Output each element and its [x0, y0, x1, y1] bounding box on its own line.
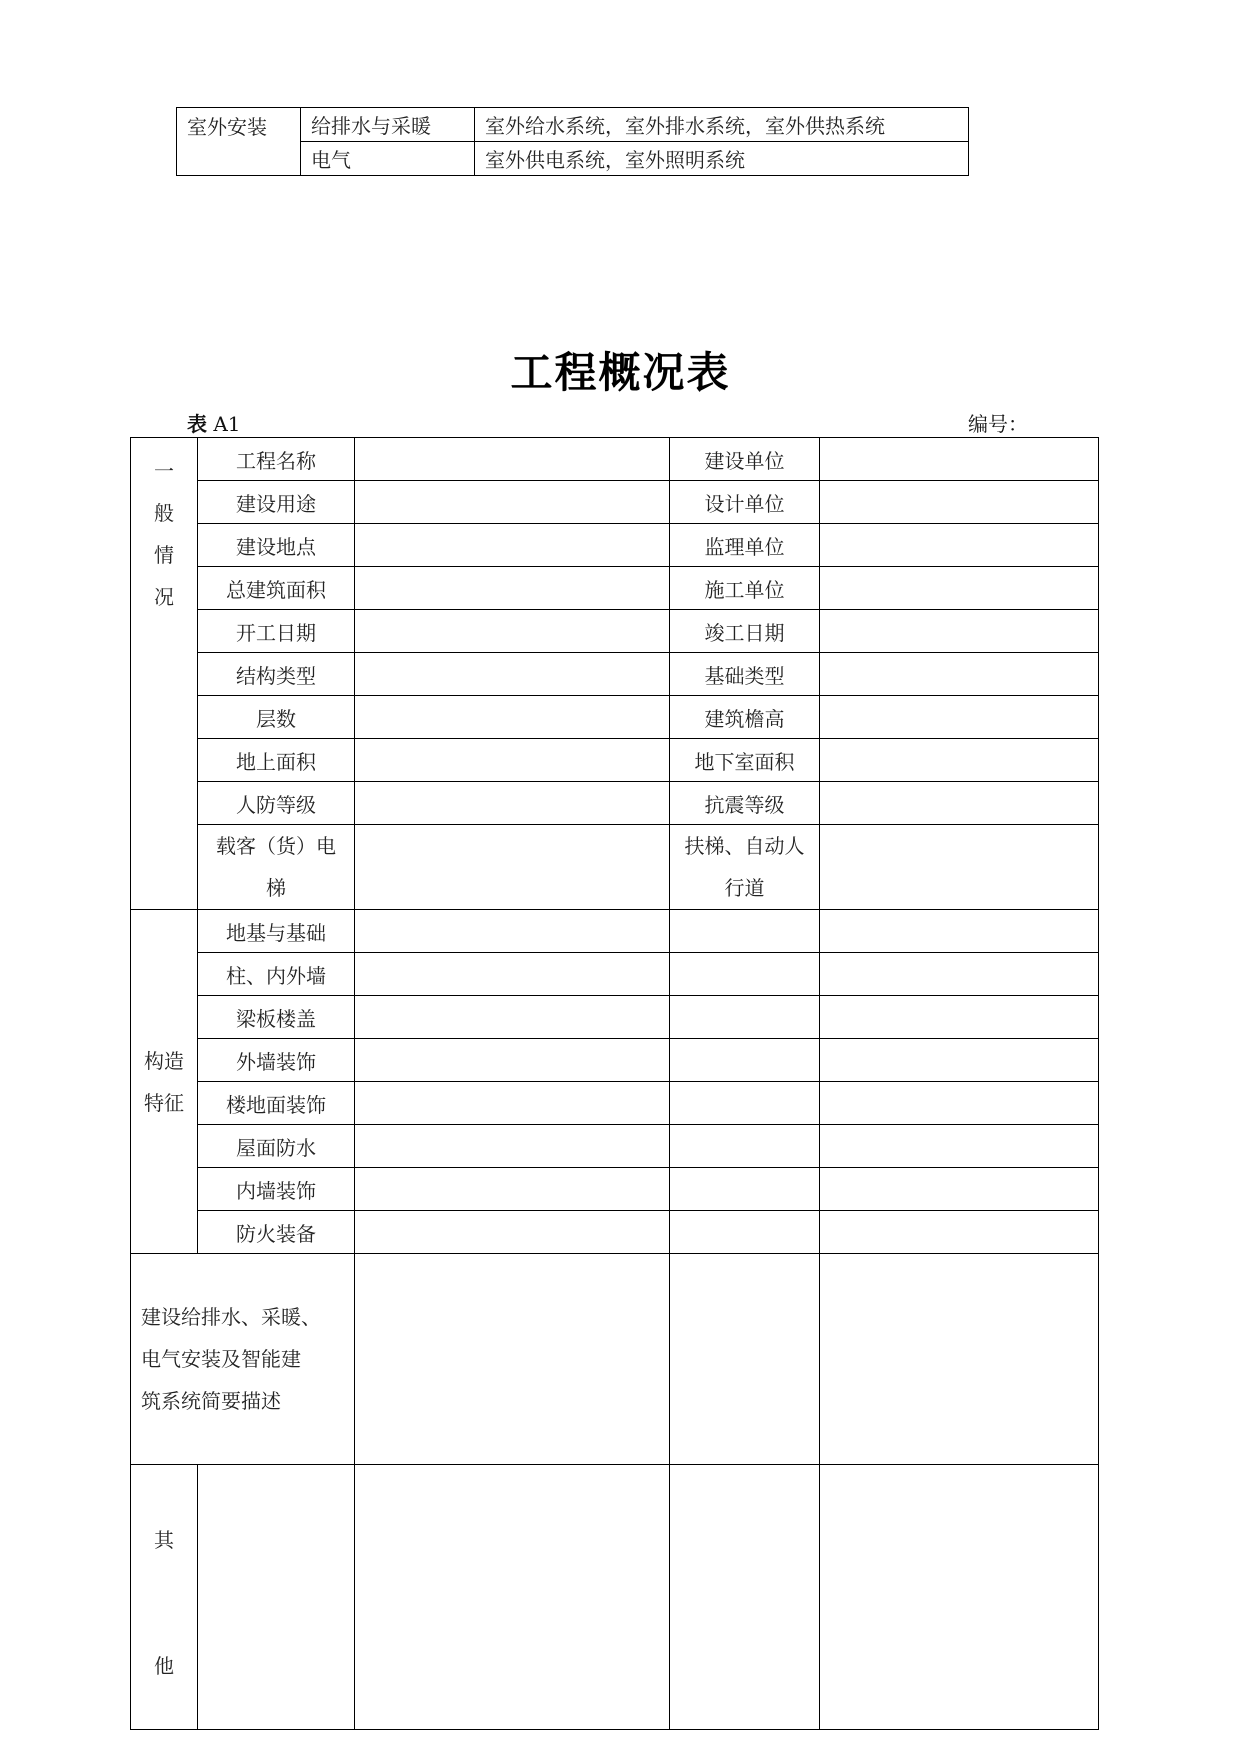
- field-value[interactable]: [820, 567, 1099, 610]
- label-line: 行道: [724, 876, 765, 900]
- field-label: 屋面防水: [198, 1125, 355, 1168]
- field-value[interactable]: [670, 1211, 820, 1254]
- table-row: [131, 1082, 1099, 1125]
- field-label: 工程名称: [198, 438, 355, 481]
- table-row: [131, 438, 1099, 481]
- field-label-escalator: [670, 825, 820, 910]
- field-value[interactable]: [355, 996, 670, 1039]
- field-label: 施工单位: [670, 567, 820, 610]
- category-cell: 室外安装: [177, 108, 301, 176]
- field-value[interactable]: [355, 953, 670, 996]
- field-value[interactable]: [670, 1125, 820, 1168]
- table-row: [131, 567, 1099, 610]
- field-label: 层数: [198, 696, 355, 739]
- field-value[interactable]: [355, 610, 670, 653]
- table-row: [131, 1039, 1099, 1082]
- table-row: [177, 108, 969, 142]
- system-description-label: [131, 1254, 355, 1465]
- field-value[interactable]: [820, 610, 1099, 653]
- content-cell: 室外给水系统，室外排水系统，室外供热系统: [475, 108, 969, 142]
- table-row: [131, 996, 1099, 1039]
- sub-cell: 给排水与采暖: [301, 108, 475, 142]
- table-row: [131, 782, 1099, 825]
- field-value[interactable]: [820, 1039, 1099, 1082]
- section-char: 一: [154, 459, 174, 483]
- field-label: 监理单位: [670, 524, 820, 567]
- label-line: 建设给排水、采暖、: [141, 1305, 321, 1329]
- field-label: 竣工日期: [670, 610, 820, 653]
- field-value[interactable]: [355, 653, 670, 696]
- field-value[interactable]: [355, 1168, 670, 1211]
- field-label: 柱、内外墙: [198, 953, 355, 996]
- table-label-prefix: 表: [187, 412, 207, 436]
- table-row: [131, 1254, 1099, 1465]
- field-value[interactable]: [670, 953, 820, 996]
- field-label-elevator: [198, 825, 355, 910]
- table-row: [131, 1211, 1099, 1254]
- section-line: 构造: [144, 1048, 184, 1073]
- table-label: [187, 408, 241, 437]
- field-value[interactable]: [355, 739, 670, 782]
- section-char: 其: [154, 1528, 174, 1552]
- table-row: [131, 524, 1099, 567]
- label-line: 扶梯、自动人: [684, 834, 805, 858]
- field-label: 地上面积: [198, 739, 355, 782]
- field-label: 梁板楼盖: [198, 996, 355, 1039]
- label-line: 电气安装及智能建: [141, 1347, 301, 1371]
- field-value[interactable]: [355, 438, 670, 481]
- field-value[interactable]: [820, 1168, 1099, 1211]
- field-value[interactable]: [355, 696, 670, 739]
- page-title: 工程概况表: [510, 348, 731, 397]
- field-value[interactable]: [355, 1039, 670, 1082]
- field-label: 建设单位: [670, 438, 820, 481]
- field-value[interactable]: [820, 910, 1099, 953]
- field-label: 建设用途: [198, 481, 355, 524]
- field-label: 人防等级: [198, 782, 355, 825]
- field-value[interactable]: [670, 1082, 820, 1125]
- field-label: 内墙装饰: [198, 1168, 355, 1211]
- table-row: [131, 1168, 1099, 1211]
- field-value[interactable]: [198, 1465, 355, 1730]
- section-char: 情: [154, 543, 174, 567]
- field-label: 总建筑面积: [198, 567, 355, 610]
- field-value[interactable]: [820, 524, 1099, 567]
- field-value[interactable]: [820, 953, 1099, 996]
- field-label: 外墙装饰: [198, 1039, 355, 1082]
- field-value[interactable]: [355, 1254, 670, 1465]
- table-row: [131, 739, 1099, 782]
- field-value[interactable]: [670, 996, 820, 1039]
- outdoor-install-table: [176, 107, 969, 176]
- project-overview-table: [130, 437, 1099, 1730]
- field-value[interactable]: [355, 524, 670, 567]
- field-value[interactable]: [820, 739, 1099, 782]
- field-label: 楼地面装饰: [198, 1082, 355, 1125]
- label-line: 载客（货）电: [216, 834, 336, 858]
- field-value[interactable]: [355, 1465, 670, 1730]
- section-char: 般: [154, 501, 174, 525]
- field-value[interactable]: [820, 481, 1099, 524]
- label-line: 梯: [266, 876, 286, 900]
- field-value[interactable]: [820, 1465, 1099, 1730]
- label-line: 筑系统简要描述: [141, 1389, 281, 1413]
- table-row: [131, 1125, 1099, 1168]
- field-value[interactable]: [820, 1211, 1099, 1254]
- serial-number-label: 编号：: [968, 412, 1028, 436]
- section-structure: [131, 910, 198, 1254]
- table-row: [131, 953, 1099, 996]
- table-label-code: A1: [213, 412, 241, 436]
- field-label: 基础类型: [670, 653, 820, 696]
- field-value[interactable]: [820, 1082, 1099, 1125]
- section-char: 他: [154, 1654, 174, 1678]
- field-value[interactable]: [355, 910, 670, 953]
- field-label: 结构类型: [198, 653, 355, 696]
- table-row: [131, 481, 1099, 524]
- field-value[interactable]: [355, 782, 670, 825]
- field-value[interactable]: [355, 1082, 670, 1125]
- table-row: [131, 1465, 1099, 1730]
- field-value[interactable]: [820, 825, 1099, 910]
- field-label: 地下室面积: [670, 739, 820, 782]
- field-value[interactable]: [670, 1254, 820, 1465]
- section-other: [131, 1465, 198, 1730]
- field-value[interactable]: [355, 567, 670, 610]
- table-row: [131, 910, 1099, 953]
- field-label: 抗震等级: [670, 782, 820, 825]
- content-cell: 室外供电系统，室外照明系统: [475, 142, 969, 176]
- field-value[interactable]: [670, 1465, 820, 1730]
- field-value[interactable]: [820, 1125, 1099, 1168]
- field-value[interactable]: [820, 653, 1099, 696]
- field-label: 设计单位: [670, 481, 820, 524]
- section-char: 况: [154, 585, 174, 609]
- table-row: [131, 696, 1099, 739]
- field-value[interactable]: [355, 1211, 670, 1254]
- field-value[interactable]: [820, 696, 1099, 739]
- field-value[interactable]: [820, 438, 1099, 481]
- field-value[interactable]: [820, 996, 1099, 1039]
- field-value[interactable]: [670, 1039, 820, 1082]
- table-row: [131, 825, 1099, 910]
- field-value[interactable]: [670, 1168, 820, 1211]
- sub-cell: 电气: [301, 142, 475, 176]
- field-label: 地基与基础: [198, 910, 355, 953]
- section-general: [131, 438, 198, 910]
- table-row: [131, 610, 1099, 653]
- field-value[interactable]: [355, 825, 670, 910]
- field-value[interactable]: [820, 1254, 1099, 1465]
- field-value[interactable]: [820, 782, 1099, 825]
- section-line: 特征: [144, 1090, 184, 1115]
- field-value[interactable]: [355, 1125, 670, 1168]
- table-row: [131, 653, 1099, 696]
- field-label: 建设地点: [198, 524, 355, 567]
- field-label: 防火装备: [198, 1211, 355, 1254]
- field-value[interactable]: [670, 910, 820, 953]
- field-label: 建筑檐高: [670, 696, 820, 739]
- field-value[interactable]: [355, 481, 670, 524]
- field-label: 开工日期: [198, 610, 355, 653]
